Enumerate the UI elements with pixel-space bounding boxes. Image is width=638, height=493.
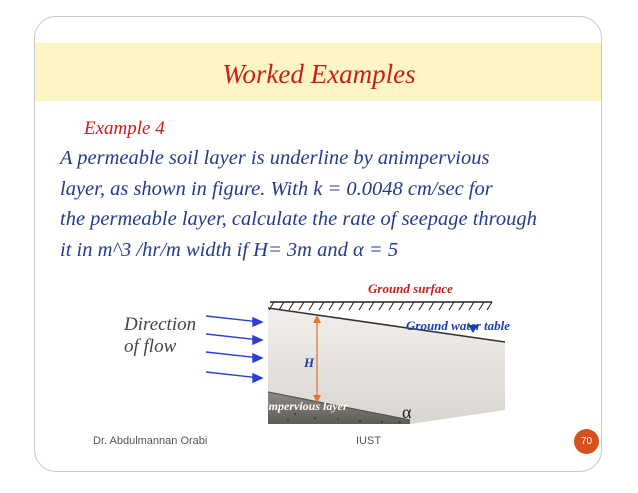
- problem-line-3: the permeable layer, calculate the rate of seepage through: [60, 208, 537, 230]
- ground-surface-hatching: [269, 302, 492, 310]
- problem-line-4: it in m^3 /hr/m width if H= 3m and α = 5: [60, 238, 399, 261]
- height-label: H: [304, 355, 315, 370]
- flow-arrow-icon: [206, 334, 262, 344]
- problem-line-1: A permeable soil layer is underline by animpervious: [60, 147, 490, 169]
- water-table-label: Ground water table: [406, 318, 511, 333]
- direction-label-line-1: Direction: [124, 314, 197, 335]
- example-label: Example 4: [84, 118, 165, 139]
- direction-label-line-2: of flow: [124, 336, 177, 357]
- flow-arrow-icon: [206, 372, 262, 382]
- footer-institution: IUST: [356, 435, 382, 447]
- flow-arrow-icon: [206, 352, 262, 362]
- impervious-label: Impervious layer: [264, 399, 348, 413]
- angle-label: α: [402, 402, 412, 422]
- flow-arrow-icon: [206, 316, 262, 326]
- slide-title: Worked Examples: [222, 59, 416, 89]
- ground-surface-label: Ground surface: [368, 281, 453, 296]
- seepage-figure: [110, 282, 510, 424]
- page-number-badge: 70: [574, 429, 599, 454]
- direction-of-flow-label: [124, 314, 196, 358]
- problem-statement: [60, 143, 537, 265]
- problem-line-2: layer, as shown in figure. With k = 0.0048 cm/sec for: [60, 177, 493, 200]
- flow-arrows: [206, 316, 262, 382]
- footer-author: Dr. Abdulmannan Orabi: [93, 435, 208, 447]
